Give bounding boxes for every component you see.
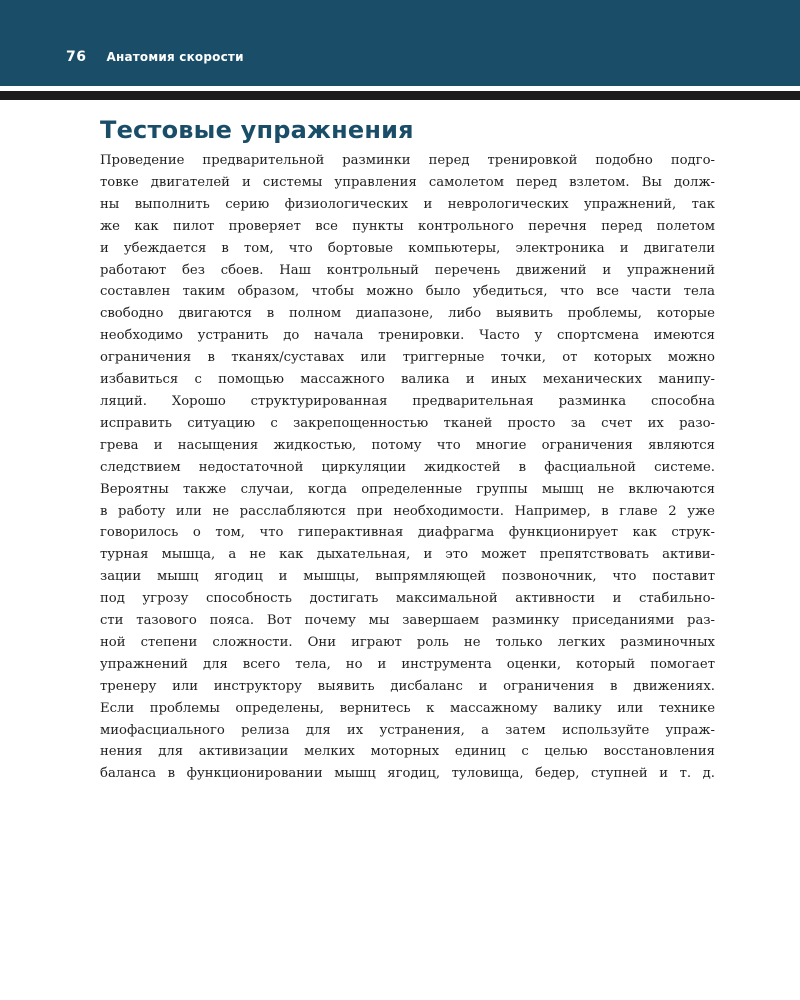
paragraph-line: миофасциального релиза для их устранения, а затем используйте упраж- — [100, 722, 715, 738]
paragraph-line: составлен таким образом, чтобы можно было убедиться, что все части тела — [100, 284, 715, 300]
paragraph-line: нения для активизации мелких моторных единиц с целью восстановления — [100, 744, 715, 760]
paragraph-line: ной степени сложности. Они играют роль не только легких разминочных — [100, 634, 715, 650]
paragraph-line: под угрозу способность достигать максимальной активности и стабильно- — [100, 591, 715, 607]
body-paragraph — [100, 150, 715, 785]
book-title: Анатомия скорости — [106, 50, 244, 64]
paragraph-line: же как пилот проверяет все пункты контрольного перечня перед полетом — [100, 218, 715, 234]
page-number: 76 — [66, 49, 87, 65]
paragraph-line: говорилось о том, что гиперактивная диафрагма функционирует как струк- — [100, 525, 715, 541]
paragraph-line: товке двигателей и системы управления самолетом перед взлетом. Вы долж- — [100, 174, 715, 190]
paragraph-line: ограничения в тканях/суставах или триггерные точки, от которых можно — [100, 350, 715, 366]
paragraph-line: работают без сбоев. Наш контрольный перечень движений и упражнений — [100, 262, 715, 278]
paragraph-line: Если проблемы определены, вернитесь к массажному валику или технике — [100, 700, 715, 716]
paragraph-line: зации мышц ягодиц и мышцы, выпрямляющей позвоночник, что поставит — [100, 569, 715, 585]
paragraph-line: и убеждается в том, что бортовые компьютеры, электроника и двигатели — [100, 240, 715, 256]
paragraph-line: грева и насыщения жидкостью, потому что многие ограничения являются — [100, 437, 715, 453]
paragraph-line: Вероятны также случаи, когда определенные группы мышц не включаются — [100, 481, 715, 497]
paragraph-line: в работу или не расслабляются при необходимости. Например, в главе 2 уже — [100, 503, 715, 519]
running-head — [66, 44, 244, 70]
header-rule — [0, 91, 800, 100]
paragraph-line: избавиться с помощью массажного валика и иных механических манипу- — [100, 372, 715, 388]
paragraph-line: баланса в функционировании мышц ягодиц, туловища, бедер, ступней и т. д. — [100, 766, 715, 782]
header-band — [0, 0, 800, 86]
paragraph-line: сти тазового пояса. Вот почему мы завершаем разминку приседаниями раз- — [100, 613, 715, 629]
paragraph-line: свободно двигаются в полном диапазоне, либо выявить проблемы, которые — [100, 306, 715, 322]
paragraph-line: исправить ситуацию с закрепощенностью тканей просто за счет их разо- — [100, 415, 715, 431]
paragraph-line: ляций. Хорошо структурированная предварительная разминка способна — [100, 393, 715, 409]
paragraph-line: тренеру или инструктору выявить дисбаланс и ограничения в движениях. — [100, 678, 715, 694]
paragraph-line: ны выполнить серию физиологических и неврологических упражнений, так — [100, 196, 715, 212]
paragraph-line: турная мышца, а не как дыхательная, и это может препятствовать активи- — [100, 547, 715, 563]
paragraph-line: упражнений для всего тела, но и инструмента оценки, который помогает — [100, 656, 715, 672]
section-title: Тестовые упражнения — [100, 116, 414, 144]
paragraph-line: Проведение предварительной разминки перед тренировкой подобно подго- — [100, 153, 715, 168]
paragraph-line: необходимо устранить до начала тренировки. Часто у спортсмена имеются — [100, 328, 715, 344]
paragraph-line: следствием недостаточной циркуляции жидкостей в фасциальной системе. — [100, 459, 715, 475]
